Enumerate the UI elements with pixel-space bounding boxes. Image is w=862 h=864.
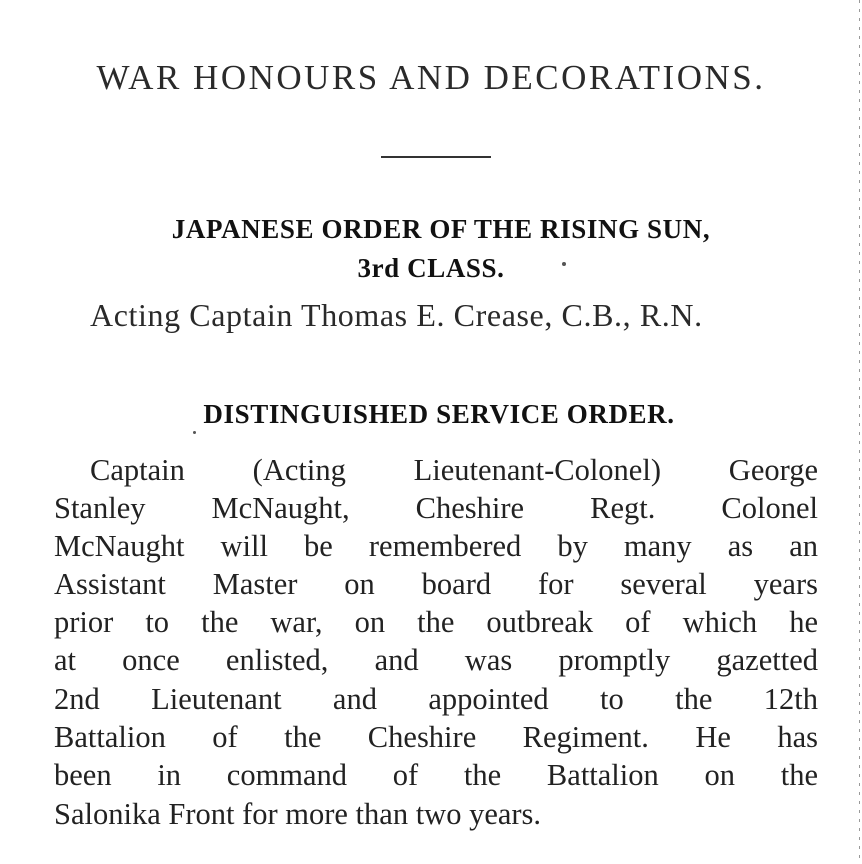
rising-sun-heading-line-2: 3rd CLASS. bbox=[357, 253, 505, 283]
print-speck bbox=[193, 431, 196, 434]
dso-body-line: Captain (Acting Lieutenant-Colonel) George bbox=[90, 453, 818, 487]
dso-body-line: Stanley McNaught, Cheshire Regt. Colonel bbox=[54, 491, 818, 525]
dso-body-line: prior to the war, on the outbreak of which he bbox=[54, 605, 818, 639]
dso-body-line: McNaught will be remembered by many as an bbox=[54, 529, 818, 563]
rising-sun-recipient: Acting Captain Thomas E. Crease, C.B., R.N. bbox=[90, 297, 703, 333]
rising-sun-heading-line-1: JAPANESE ORDER OF THE RISING SUN, bbox=[171, 214, 711, 244]
dso-body-line: Assistant Master on board for several years bbox=[54, 567, 818, 601]
dso-body-line: Salonika Front for more than two years. bbox=[54, 797, 542, 831]
title-divider bbox=[381, 156, 491, 158]
scan-edge-mark bbox=[859, 0, 860, 864]
dso-body-line: 2nd Lieutenant and appointed to the 12th bbox=[54, 682, 818, 716]
print-speck bbox=[562, 262, 566, 266]
dso-body-line: Battalion of the Cheshire Regiment. He has bbox=[54, 720, 818, 754]
dso-body-line: been in command of the Battalion on the bbox=[54, 758, 818, 792]
page-title: WAR HONOURS AND DECORATIONS. bbox=[96, 58, 766, 97]
dso-heading: DISTINGUISHED SERVICE ORDER. bbox=[203, 399, 675, 429]
dso-body-line: at once enlisted, and was promptly gazetted bbox=[54, 643, 818, 677]
